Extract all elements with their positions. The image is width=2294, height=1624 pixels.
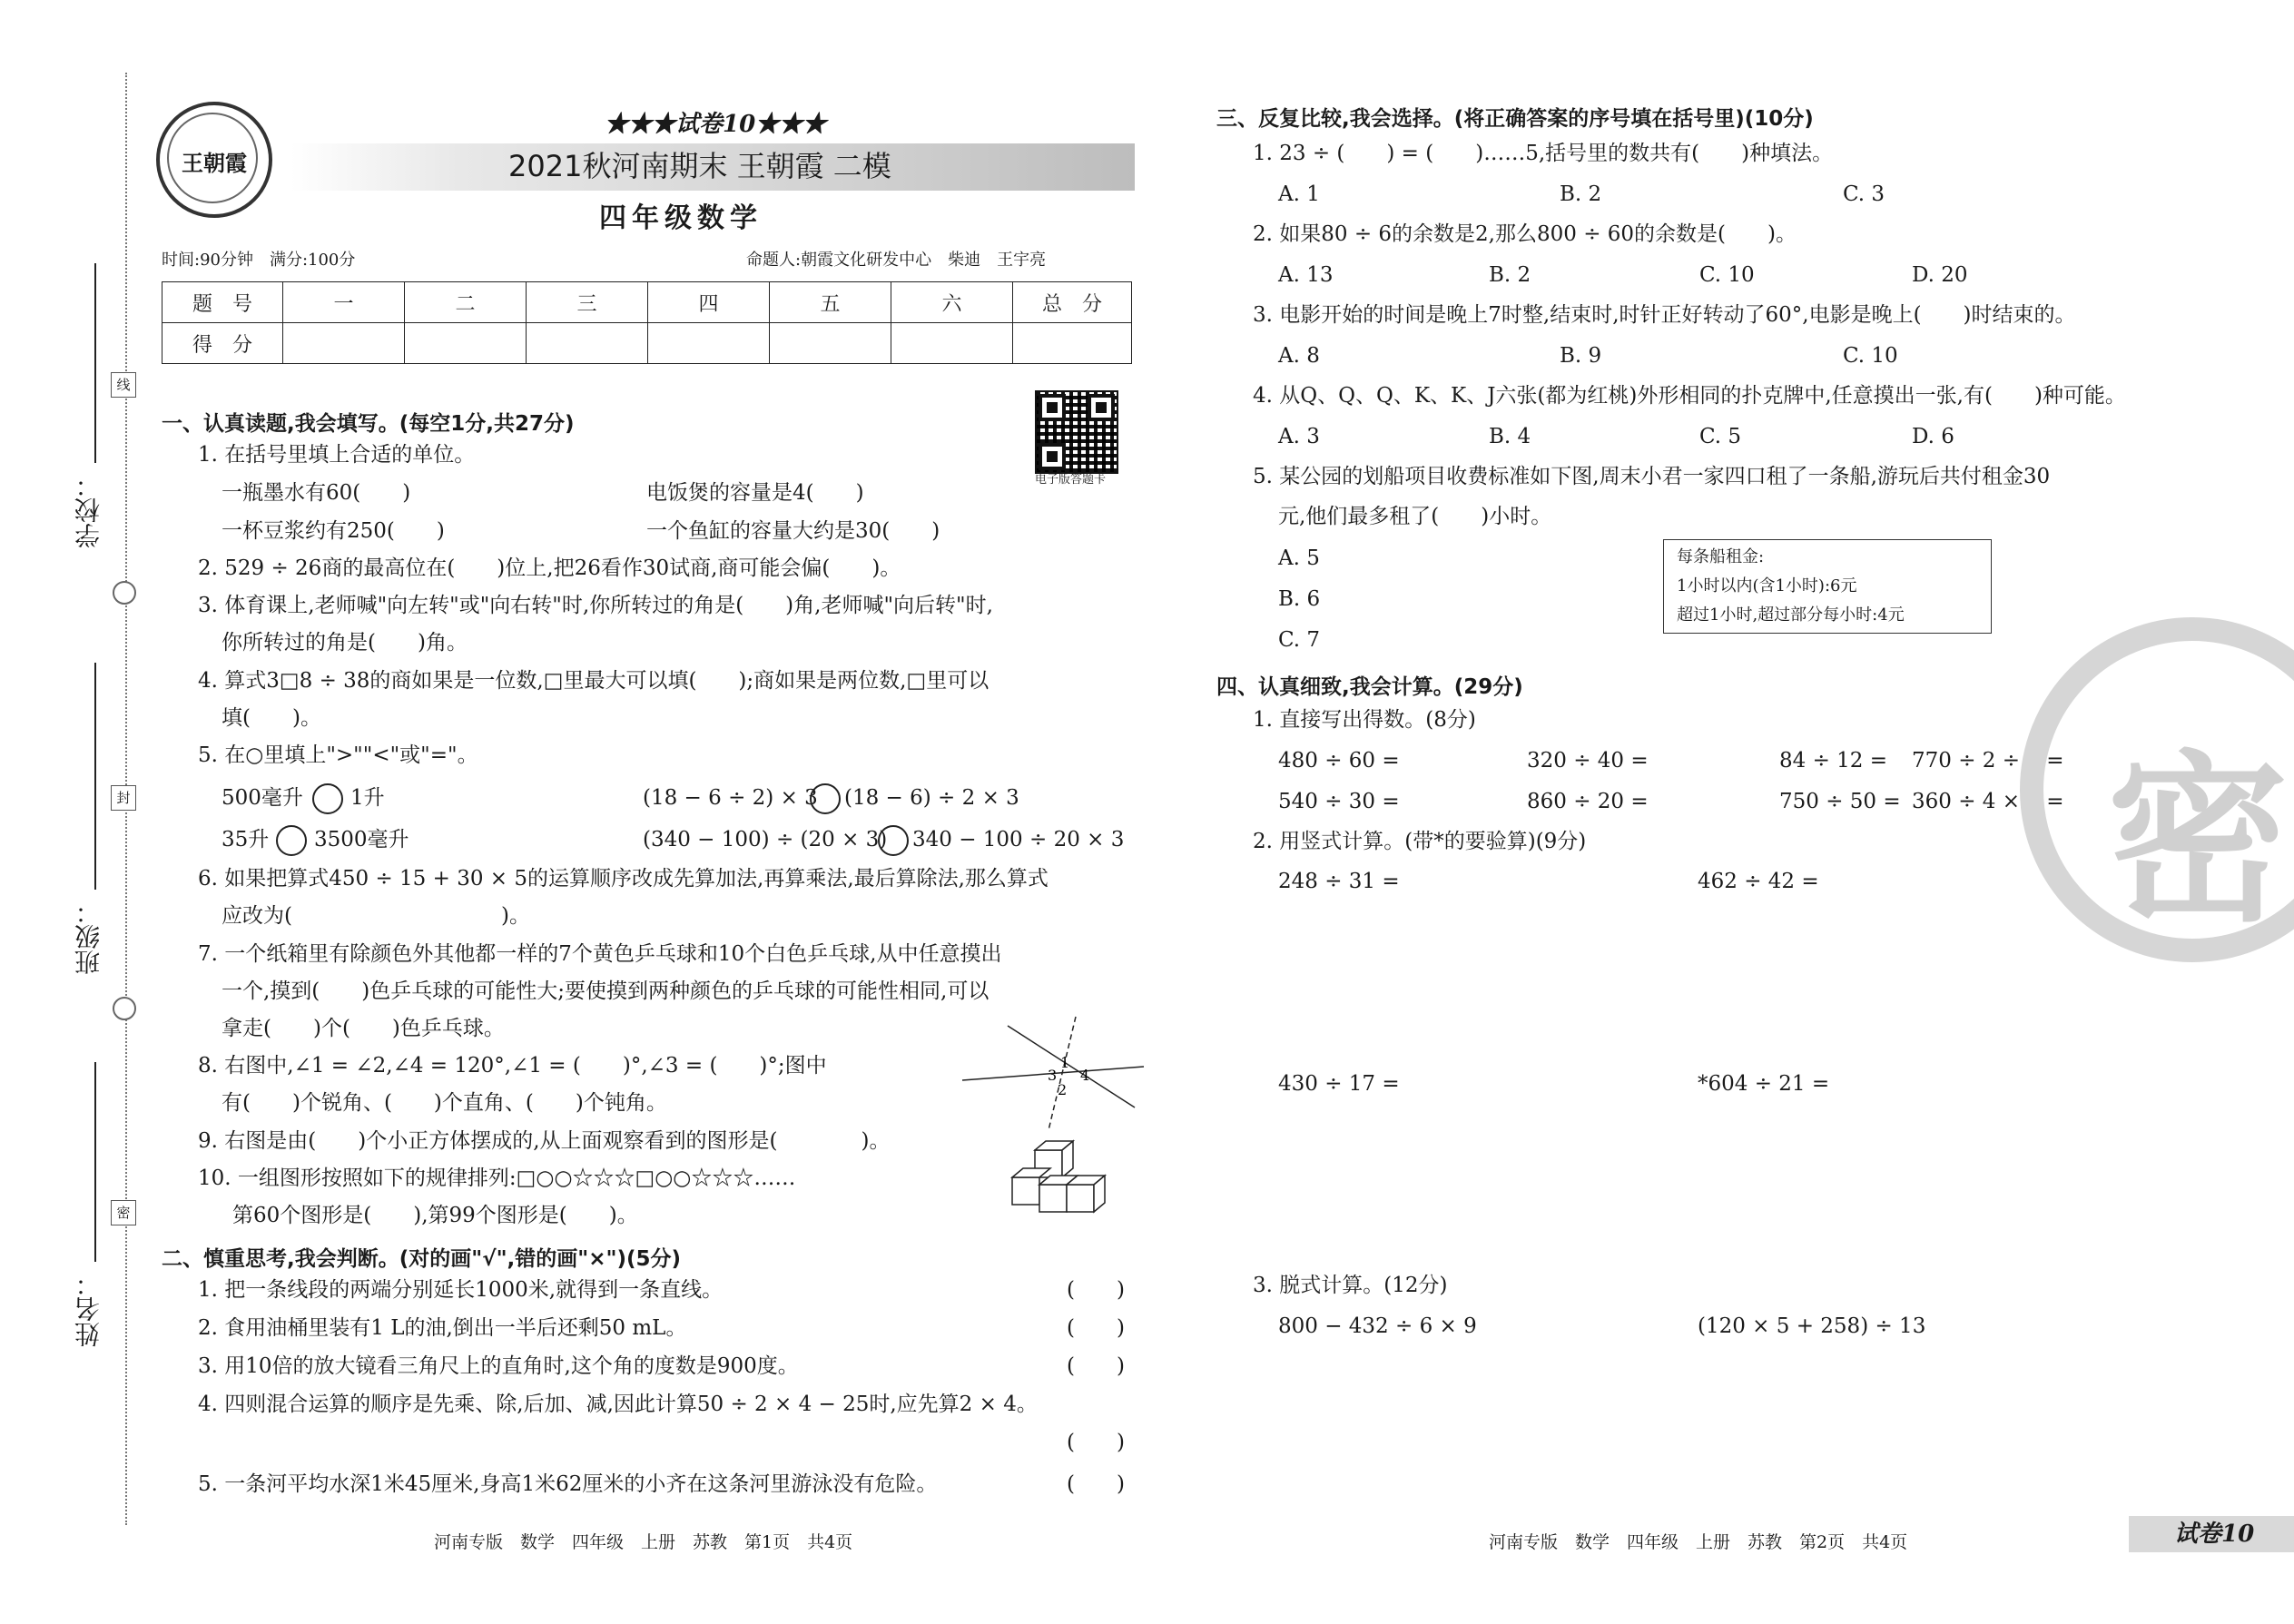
school-underline bbox=[94, 263, 96, 463]
q1-5c-left: 35升 bbox=[222, 828, 270, 851]
compare-circle[interactable] bbox=[276, 825, 307, 856]
q1-5d-left: (340 − 100) ÷ (20 × 3) bbox=[643, 828, 888, 851]
q1-3b: 你所转过的角是( )角。 bbox=[222, 631, 468, 655]
publisher-logo bbox=[156, 102, 272, 218]
q1-5c-right: 3500毫升 bbox=[314, 828, 409, 851]
q1-4b: 填( )。 bbox=[222, 706, 321, 730]
oral-calc: 480 ÷ 60 = bbox=[1278, 749, 1400, 773]
option[interactable]: C. 10 bbox=[1699, 263, 1755, 287]
watermark-text: 密 bbox=[2107, 735, 2289, 947]
q1-5a-right: 1升 bbox=[350, 786, 385, 810]
footer-tag-text: 试卷10 bbox=[2174, 1521, 2255, 1548]
name-label: 姓名： bbox=[74, 1271, 103, 1347]
secret-watermark bbox=[2020, 617, 2294, 962]
q1-6a: 6. 如果把算式450 ÷ 15 + 30 × 5的运算顺序改成先算加法,再算乘法,最后算除法,那么算式 bbox=[198, 867, 1049, 891]
footer-right: 河南专版 数学 四年级 上册 苏教 第2页 共4页 bbox=[1489, 1532, 1908, 1552]
q1-5d-right: 340 − 100 ÷ 20 × 3 bbox=[912, 828, 1125, 851]
oral-calc: 320 ÷ 40 = bbox=[1527, 749, 1649, 773]
compare-circle[interactable] bbox=[810, 783, 841, 814]
binding-mark-xian: 线 bbox=[111, 372, 136, 398]
class-underline bbox=[94, 663, 96, 890]
score-cell[interactable] bbox=[891, 323, 1013, 364]
logo-text: 王朝霞 bbox=[182, 150, 247, 176]
score-header: 总 分 bbox=[1013, 282, 1132, 323]
option[interactable]: C. 5 bbox=[1699, 425, 1742, 448]
option[interactable]: D. 20 bbox=[1912, 263, 1968, 287]
answer-paren[interactable]: ( ) bbox=[1067, 1316, 1125, 1340]
option[interactable]: B. 2 bbox=[1489, 263, 1531, 287]
oral-calc: 360 ÷ 4 × 9 = bbox=[1912, 790, 2064, 813]
choice-3: 3. 电影开始的时间是晚上7时整,结束时,时针正好转动了60°,电影是晚上( )时结束的。 bbox=[1253, 303, 2076, 327]
q1-2: 2. 529 ÷ 26商的最高位在( )位上,把26看作30试商,商可能会偏( )。 bbox=[198, 556, 901, 580]
q1-5b-right: (18 − 6) ÷ 2 × 3 bbox=[844, 786, 1019, 810]
rent-line: 1小时以内(含1小时):6元 bbox=[1677, 576, 1857, 595]
q1-7a: 7. 一个纸箱里有除颜色外其他都一样的7个黄色乒乓球和10个白色乒乓球,从中任意摸出 bbox=[198, 942, 1002, 966]
rent-line: 每条船租金: bbox=[1677, 547, 1765, 566]
binding-hole bbox=[113, 997, 136, 1020]
section4-title: 四、认真细致,我会计算。(29分) bbox=[1216, 675, 1523, 699]
score-header: 三 bbox=[527, 282, 648, 323]
q1-8a: 8. 右图中,∠1 = ∠2,∠4 = 120°,∠1 = ( )°,∠3 = ( )°;图中 bbox=[198, 1054, 827, 1078]
answer-paren[interactable]: ( ) bbox=[1067, 1354, 1125, 1378]
cube-figure bbox=[1008, 1139, 1126, 1221]
score-header: 一 bbox=[283, 282, 405, 323]
binding-mark-feng: 封 bbox=[111, 785, 136, 811]
answer-paren[interactable]: ( ) bbox=[1067, 1278, 1125, 1302]
time-score: 时间:90分钟 满分:100分 bbox=[162, 251, 356, 270]
choice-4: 4. 从Q、Q、Q、K、K、J六张(都为红桃)外形相同的扑克牌中,任意摸出一张,有( )种可能。 bbox=[1253, 384, 2126, 408]
q1-1: 1. 在括号里填上合适的单位。 bbox=[198, 443, 476, 467]
q1-5a-left: 500毫升 bbox=[222, 786, 303, 810]
option[interactable]: A. 1 bbox=[1278, 182, 1320, 206]
rental-info-box bbox=[1663, 539, 1992, 634]
q1-7c: 拿走( )个( )色乒乓球。 bbox=[222, 1017, 505, 1040]
score-row-label: 得 分 bbox=[162, 323, 283, 364]
option[interactable]: C. 10 bbox=[1843, 344, 1898, 368]
section2-title: 二、慎重思考,我会判断。(对的画"√",错的画"×")(5分) bbox=[162, 1247, 682, 1271]
option[interactable]: A. 8 bbox=[1278, 344, 1320, 368]
step-calc: 800 − 432 ÷ 6 × 9 bbox=[1278, 1314, 1477, 1338]
step-calc: (120 × 5 + 258) ÷ 13 bbox=[1698, 1314, 1926, 1338]
option[interactable]: B. 4 bbox=[1489, 425, 1531, 448]
choice-5b: 元,他们最多租了( )小时。 bbox=[1278, 505, 1552, 528]
rent-line: 超过1小时,超过部分每小时:4元 bbox=[1677, 605, 1905, 625]
q1-10b: 第60个图形是( ),第99个图形是( )。 bbox=[232, 1204, 638, 1227]
vertical-calc: 248 ÷ 31 = bbox=[1278, 870, 1400, 893]
score-cell[interactable] bbox=[527, 323, 648, 364]
vertical-calc: 430 ÷ 17 = bbox=[1278, 1072, 1400, 1096]
q1-8b: 有( )个锐角、( )个直角、( )个钝角。 bbox=[222, 1091, 667, 1115]
option[interactable]: B. 9 bbox=[1560, 344, 1602, 368]
score-cell[interactable] bbox=[648, 323, 770, 364]
q1-6b: 应改为( )。 bbox=[222, 904, 530, 928]
option[interactable]: C. 7 bbox=[1278, 628, 1321, 652]
score-cell[interactable] bbox=[1013, 323, 1132, 364]
q1-3a: 3. 体育课上,老师喊"向左转"或"向右转"时,你所转过的角是( )角,老师喊"向后转"时, bbox=[198, 594, 993, 617]
oral-calc: 860 ÷ 20 = bbox=[1527, 790, 1649, 813]
exam-title: 2021秋河南期末 王朝霞 二模 bbox=[508, 149, 891, 183]
oral-calc: 750 ÷ 50 = bbox=[1779, 790, 1901, 813]
choice-1: 1. 23 ÷ ( ) = ( )……5,括号里的数共有( )种填法。 bbox=[1253, 142, 1834, 165]
section3-title: 三、反复比较,我会选择。(将正确答案的序号填在括号里)(10分) bbox=[1216, 107, 1814, 131]
oral-calc: 84 ÷ 12 = bbox=[1779, 749, 1888, 773]
q1-1d: 一个鱼缸的容量大约是30( ) bbox=[646, 519, 940, 543]
option[interactable]: B. 2 bbox=[1560, 182, 1602, 206]
score-cell[interactable] bbox=[405, 323, 527, 364]
judge-2: 2. 食用油桶里装有1 L的油,倒出一半后还剩50 mL。 bbox=[198, 1316, 687, 1340]
score-table bbox=[162, 281, 1132, 364]
q1-7b: 一个,摸到( )色乒乓球的可能性大;要使摸到两种颜色的乒乓球的可能性相同,可以 bbox=[222, 979, 989, 1003]
compare-circle[interactable] bbox=[878, 825, 909, 856]
oral-calc: 770 ÷ 2 ÷ 5 = bbox=[1912, 749, 2064, 773]
answer-paren[interactable]: ( ) bbox=[1067, 1472, 1125, 1496]
score-header: 六 bbox=[891, 282, 1013, 323]
choice-5a: 5. 某公园的划船项目收费标准如下图,周末小君一家四口租了一条船,游玩后共付租金30 bbox=[1253, 465, 2051, 488]
angle-label: 1 bbox=[1060, 1054, 1070, 1071]
vertical-calc: 462 ÷ 42 = bbox=[1698, 870, 1819, 893]
q1-10a: 10. 一组图形按照如下的规律排列:□○○☆☆☆□○○☆☆☆…… bbox=[198, 1166, 796, 1190]
score-cell[interactable] bbox=[770, 323, 891, 364]
calc-part2: 2. 用竖式计算。(带*的要验算)(9分) bbox=[1253, 830, 1587, 853]
q1-9: 9. 右图是由( )个小正方体摆成的,从上面观察看到的图形是( )。 bbox=[198, 1129, 891, 1153]
score-header: 题 号 bbox=[162, 282, 283, 323]
oral-calc: 540 ÷ 30 = bbox=[1278, 790, 1400, 813]
judge-3: 3. 用10倍的放大镜看三角尺上的直角时,这个角的度数是900度。 bbox=[198, 1354, 799, 1378]
angle-label: 3 bbox=[1048, 1067, 1058, 1084]
score-header: 五 bbox=[770, 282, 891, 323]
q1-5: 5. 在○里填上">""<"或"="。 bbox=[198, 743, 478, 767]
q1-1a: 一瓶墨水有60( ) bbox=[222, 481, 411, 505]
q1-1c: 一杯豆浆约有250( ) bbox=[222, 519, 445, 543]
compare-circle[interactable] bbox=[312, 783, 343, 814]
option[interactable]: A. 13 bbox=[1278, 263, 1334, 287]
binding-mark-mi: 密 bbox=[111, 1200, 136, 1225]
footer-tag bbox=[2129, 1516, 2294, 1552]
option[interactable]: C. 3 bbox=[1843, 182, 1885, 206]
score-header: 二 bbox=[405, 282, 527, 323]
angle-label: 2 bbox=[1058, 1081, 1068, 1098]
q1-5b-left: (18 − 6 ÷ 2) × 3 bbox=[643, 786, 818, 810]
choice-2: 2. 如果80 ÷ 6的余数是2,那么800 ÷ 60的余数是( )。 bbox=[1253, 222, 1797, 246]
qr-code[interactable] bbox=[1035, 390, 1118, 474]
option[interactable]: B. 6 bbox=[1278, 587, 1321, 611]
q1-4a: 4. 算式3□8 ÷ 38的商如果是一位数,□里最大可以填( );商如果是两位数,□里可以 bbox=[198, 669, 989, 693]
paper-number: ★★★试卷10★★★ bbox=[605, 111, 827, 138]
q1-1b: 电饭煲的容量是4( ) bbox=[646, 481, 864, 505]
judge-1: 1. 把一条线段的两端分别延长1000米,就得到一条直线。 bbox=[198, 1278, 724, 1302]
name-underline bbox=[94, 1062, 96, 1262]
qr-caption: 电子版答题卡 bbox=[1035, 473, 1107, 487]
angle-figure bbox=[953, 1008, 1153, 1135]
calc-part1: 1. 直接写出得数。(8分) bbox=[1253, 708, 1476, 732]
binding-hole bbox=[113, 581, 136, 605]
authors: 命题人:朝霞文化研发中心 柴迪 王宇亮 bbox=[746, 251, 1047, 270]
footer-left: 河南专版 数学 四年级 上册 苏教 第1页 共4页 bbox=[434, 1532, 853, 1552]
option[interactable]: A. 5 bbox=[1278, 546, 1320, 570]
angle-label: 4 bbox=[1080, 1067, 1090, 1084]
section1-title: 一、认真读题,我会填写。(每空1分,共27分) bbox=[162, 412, 575, 436]
school-label: 学校： bbox=[74, 472, 103, 548]
score-cell[interactable] bbox=[283, 323, 405, 364]
class-label: 班级： bbox=[74, 899, 103, 975]
score-header: 四 bbox=[648, 282, 770, 323]
vertical-calc: *604 ÷ 21 = bbox=[1698, 1072, 1830, 1096]
option[interactable]: A. 3 bbox=[1278, 425, 1320, 448]
calc-part3: 3. 脱式计算。(12分) bbox=[1253, 1274, 1448, 1297]
answer-paren[interactable]: ( ) bbox=[1067, 1431, 1125, 1454]
subject-title: 四年级数学 bbox=[599, 202, 763, 234]
option[interactable]: D. 6 bbox=[1912, 425, 1954, 448]
judge-5: 5. 一条河平均水深1米45厘米,身高1米62厘米的小齐在这条河里游泳没有危险。 bbox=[198, 1472, 938, 1496]
judge-4: 4. 四则混合运算的顺序是先乘、除,后加、减,因此计算50 ÷ 2 × 4 − 25时,应先算2 × 4。 bbox=[198, 1393, 1038, 1416]
